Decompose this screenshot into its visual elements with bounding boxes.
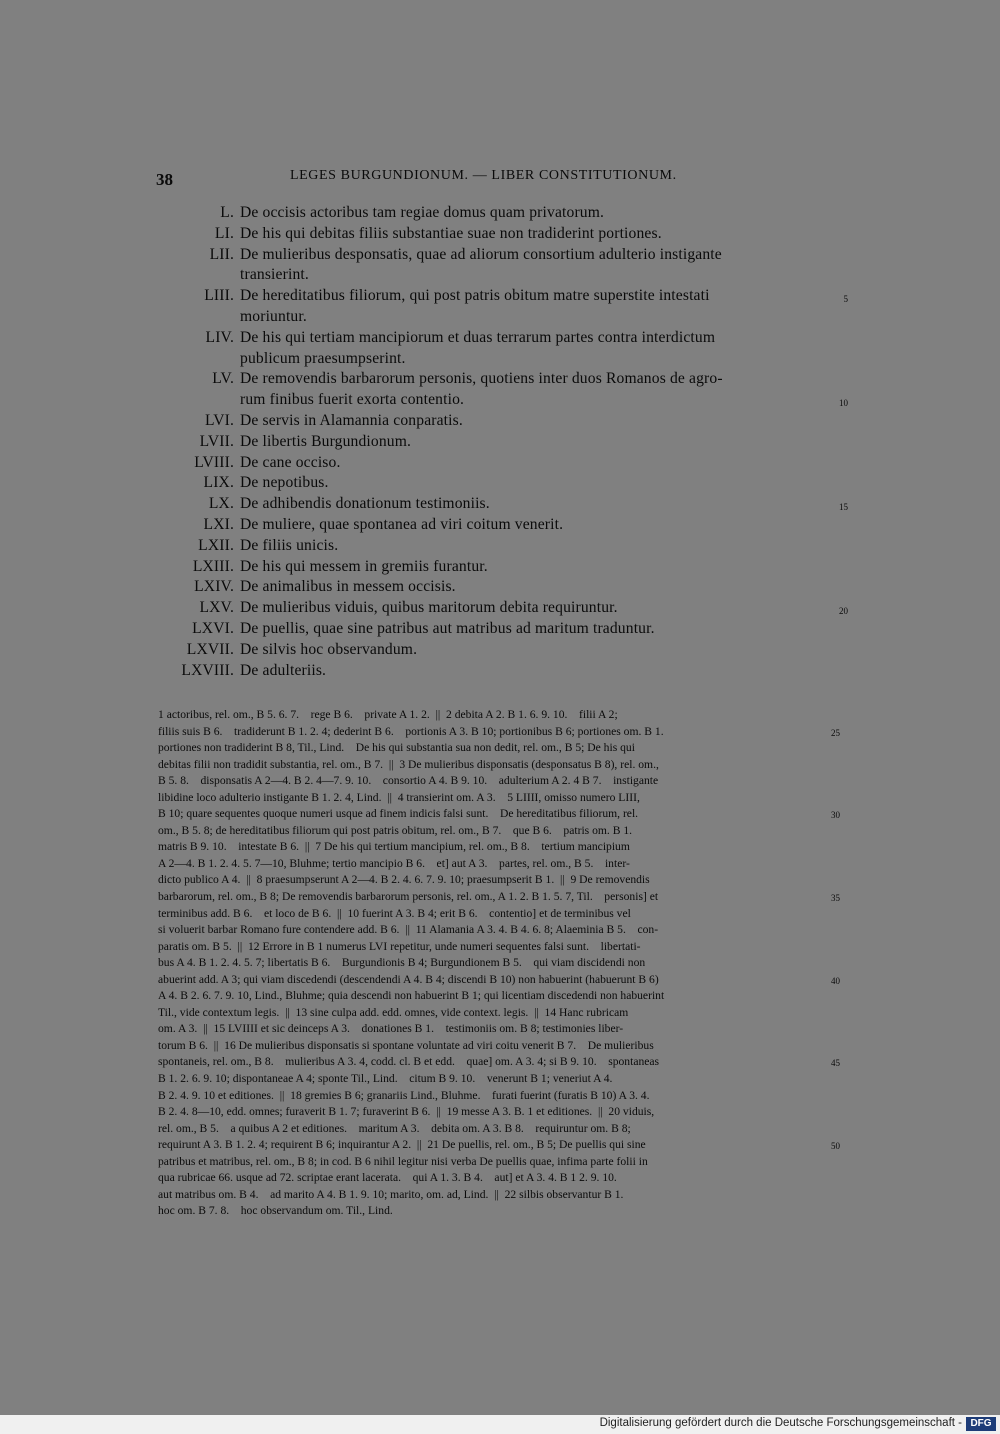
toc-entry-line-text: De filiis unicis. — [240, 536, 339, 554]
toc-entry-line — [240, 536, 820, 557]
apparatus-line-text: dicto publico A 4. || 8 praesumpserunt A 2—4. B 2. 4. 6. 7. 9. 10; praesumpserit B 1. || 9 De removendis — [158, 873, 650, 887]
apparatus-line — [158, 1088, 824, 1105]
toc-entry-line-text: rum finibus fuerit exorta contentio. — [240, 391, 465, 409]
toc-entry-title — [234, 453, 820, 474]
apparatus-line-text: om., B 5. 8; de hereditatibus filiorum qui post patris obitum, rel. om., B 7. que B 6. patris om. B 1. — [158, 823, 633, 837]
line-number-marker: 5 — [843, 294, 848, 305]
apparatus-line-text: B 1. 2. 6. 9. 10; dispontaneae A 4; sponte Til., Lind. citum B 9. 10. venerunt B 1; veneriut A 4. — [158, 1072, 613, 1086]
apparatus-line — [158, 972, 840, 989]
apparatus-line-text: libidine loco adulterio instigante B 1. 2. 4, Lind. || 4 transierint om. A 3. 5 LIIII, omisso numero LIII, — [158, 790, 640, 804]
toc-entry-line — [240, 411, 820, 432]
toc-entry-line — [240, 390, 848, 411]
toc-entry-line-text: De adulteriis. — [240, 661, 327, 679]
toc-entry-line-text: publicum praesumpserint. — [240, 349, 406, 367]
apparatus-line — [158, 872, 824, 889]
toc-entry-number: LIV. — [205, 328, 234, 346]
toc-entry — [150, 536, 840, 557]
toc-entry-line — [240, 640, 820, 661]
toc-entry-number: LI. — [214, 224, 234, 242]
toc-entry-title — [234, 536, 820, 557]
toc-entry — [150, 619, 840, 640]
apparatus-line-text: B 10; quare sequentes quoque numeri usque ad finem indicis falsi sunt. De hereditatibus filiorum, rel. — [158, 807, 639, 821]
toc-entry-title — [234, 245, 820, 287]
apparatus-line-text: B 5. 8. disponsatis A 2—4. B 2. 4—7. 9. 10. consortio A 4. B 9. 10. adulterium A 2. 4 B 7. instigante — [158, 774, 659, 788]
toc-entry-number: LXVI. — [192, 619, 234, 637]
apparatus-line — [158, 988, 824, 1005]
toc-entry-line — [240, 224, 820, 245]
line-number-marker: 50 — [831, 1141, 840, 1152]
toc-entry — [150, 328, 840, 370]
apparatus-line — [158, 1054, 840, 1071]
apparatus-line — [158, 740, 824, 757]
toc-entry-line-text: De hereditatibus filiorum, qui post patris obitum matre superstite intestati — [240, 287, 710, 305]
toc-entry-line — [240, 557, 820, 578]
toc-entry — [150, 203, 840, 224]
toc-entry-title — [234, 619, 820, 640]
apparatus-line-text: portiones non tradiderint B 8, Til., Lind. De his qui substantia sua non dedit, rel. om., B 5; De his qui — [158, 741, 635, 755]
toc-entry — [150, 661, 840, 682]
toc-entry-number: LX. — [208, 495, 234, 513]
toc-entry-title — [234, 286, 848, 328]
apparatus-line-text: abuerint add. A 3; qui viam discedendi (descendendi A 4. B 4; discendi B 10) non habuerint (habuerunt B 6) — [158, 972, 659, 986]
toc-entry-line-text: De animalibus in messem occisis. — [240, 578, 456, 596]
apparatus-line-text: hoc om. B 7. 8. hoc observandum om. Til., Lind. — [158, 1204, 393, 1218]
toc-entry-line-text: De servis in Alamannia conparatis. — [240, 411, 463, 429]
table-of-contents — [150, 203, 848, 681]
toc-entry-number: L. — [220, 204, 234, 221]
apparatus-line-text: debitas filii non tradidit substantia, rel. om., B 7. || 3 De mulieribus disponsatis (desponsatus B 8), rel. om., — [158, 757, 659, 771]
apparatus-line-text: om. A 3. || 15 LVIIII et sic deinceps A 3. donationes B 1. testimoniis om. B 8; testimonies liber- — [158, 1022, 624, 1036]
line-number-marker: 45 — [831, 1058, 840, 1069]
toc-entry — [150, 245, 840, 287]
toc-entry-line — [240, 265, 820, 286]
toc-entry-line — [240, 307, 820, 328]
apparatus-line — [158, 839, 824, 856]
toc-entry-number: LVIII. — [194, 453, 234, 471]
toc-entry-title — [234, 577, 820, 598]
toc-entry-title — [234, 661, 820, 682]
toc-entry-line-text: moriuntur. — [240, 307, 307, 325]
toc-entry — [150, 224, 840, 245]
toc-entry-line-text: De cane occiso. — [240, 453, 341, 471]
toc-entry-line — [240, 286, 848, 307]
toc-entry-line — [240, 494, 848, 515]
toc-entry-line — [240, 619, 820, 640]
toc-entry-number: LXV. — [199, 599, 234, 617]
apparatus-line — [158, 856, 824, 873]
apparatus-line — [158, 922, 824, 939]
running-head: LEGES BURGUNDIONUM. — LIBER CONSTITUTIONUM. — [290, 168, 677, 183]
apparatus-line-text: terminibus add. B 6. et loco de B 6. || 10 fuerint A 3. B 4; erit B 6. contentio] et de terminibus vel — [158, 906, 631, 920]
toc-entry-title — [234, 411, 820, 432]
toc-entry-line — [240, 203, 820, 224]
toc-entry-line-text: De his qui messem in gremiis furantur. — [240, 557, 488, 575]
apparatus-line — [158, 939, 824, 956]
apparatus-line-text: qua rubricae 66. usque ad 72. scriptae erant lacerata. qui A 1. 3. B 4. aut] et A 3. 4. B 1 2. 9. 10. — [158, 1171, 617, 1185]
line-number-marker: 35 — [831, 893, 840, 904]
apparatus-line — [158, 1005, 824, 1022]
apparatus-line — [158, 806, 840, 823]
apparatus-line-text: filiis suis B 6. tradiderunt B 1. 2. 4; dederint B 6. portionis A 3. B 10; portionibus B 6; portiones om. B 1. — [158, 724, 664, 738]
toc-entry-line — [240, 473, 820, 494]
toc-entry-line-text: De mulieribus viduis, quibus maritorum debita requiruntur. — [240, 599, 618, 617]
apparatus-line — [158, 1071, 824, 1088]
toc-entry-line-text: De puellis, quae sine patribus aut matribus ad maritum traduntur. — [240, 619, 655, 637]
page-number: 38 — [156, 170, 173, 189]
apparatus-line — [158, 955, 824, 972]
apparatus-line — [158, 1154, 824, 1171]
apparatus-line — [158, 1038, 824, 1055]
apparatus-line-text: 1 actoribus, rel. om., B 5. 6. 7. rege B 6. private A 1. 2. || 2 debita A 2. B 1. 6. 9. 10. filii A 2; — [158, 708, 618, 721]
toc-entry-line — [240, 577, 820, 598]
line-number-marker: 20 — [839, 606, 848, 617]
toc-entry-number: LXII. — [198, 536, 234, 554]
toc-entry-line — [240, 245, 820, 266]
toc-entry-line — [240, 369, 820, 390]
dfg-logo: DFG — [966, 1417, 996, 1431]
apparatus-line-text: barbarorum, rel. om., B 8; De removendis barbarorum personis, rel. om., A 1. 2. B 1. 5. 7, Til. personis] et — [158, 890, 659, 904]
apparatus-line-text: matris B 9. 10. intestate B 6. || 7 De his qui tertium mancipium, rel. om., B 8. tertium mancipium — [158, 840, 630, 854]
toc-entry-line-text: transierint. — [240, 266, 309, 284]
line-number-marker: 10 — [839, 398, 848, 409]
toc-entry-line-text: De mulieribus desponsatis, quae ad aliorum consortium adulterio instigante — [240, 245, 722, 263]
toc-entry — [150, 432, 840, 453]
apparatus-line — [158, 790, 824, 807]
toc-entry-line — [240, 328, 820, 349]
toc-entry-line — [240, 515, 820, 536]
toc-entry-title — [234, 328, 820, 370]
toc-entry-line-text: De adhibendis donationum testimoniis. — [240, 495, 490, 513]
apparatus-line — [158, 1121, 824, 1138]
apparatus-line-text: paratis om. B 5. || 12 Errore in B 1 numerus LVI repetitur, unde numeri sequentes falsi sunt. libertati- — [158, 939, 641, 953]
toc-entry-line-text: De nepotibus. — [240, 474, 329, 492]
critical-apparatus — [158, 707, 840, 1220]
apparatus-line-text: rel. om., B 5. a quibus A 2 et editiones. maritum A 3. debita om. A 3. B 8. requiruntur om. B 8; — [158, 1121, 631, 1135]
toc-entry-number: LXI. — [203, 515, 234, 533]
apparatus-line-text: patribus et matribus, rel. om., B 8; in cod. B 6 nihil legitur nisi verba De puellis quae, infima parte folii in — [158, 1154, 648, 1168]
apparatus-line — [158, 1170, 824, 1187]
toc-entry — [150, 473, 840, 494]
toc-entry-line — [240, 432, 820, 453]
apparatus-line — [158, 1187, 824, 1204]
toc-entry-line-text: De silvis hoc observandum. — [240, 640, 418, 658]
apparatus-line — [158, 889, 840, 906]
toc-entry-title — [234, 640, 820, 661]
apparatus-line — [158, 773, 824, 790]
apparatus-line — [158, 1104, 824, 1121]
apparatus-line — [158, 823, 824, 840]
apparatus-line — [158, 1021, 824, 1038]
apparatus-line-text: B 2. 4. 8—10, edd. omnes; furaverit B 1. 7; furaverint B 6. || 19 messe A 3. B. 1 et editiones. || 20 viduis, — [158, 1105, 655, 1119]
toc-entry — [150, 640, 840, 661]
toc-entry-line-text: De his qui tertiam mancipiorum et duas terrarum partes contra interdictum — [240, 328, 716, 346]
toc-entry-number: LV. — [212, 370, 234, 388]
apparatus-line-text: bus A 4. B 1. 2. 4. 5. 7; libertatis B 6. Burgundionis B 4; Burgundionem B 5. qui viam discidendi non — [158, 956, 646, 970]
toc-entry-line — [240, 598, 848, 619]
toc-entry-line-text: De his qui debitas filiis substantiae suae non tradiderint portiones. — [240, 224, 662, 242]
toc-entry — [150, 577, 840, 598]
toc-entry-title — [234, 473, 820, 494]
toc-entry-number: LIX. — [203, 474, 234, 492]
toc-entry — [150, 494, 848, 515]
toc-entry-line-text: De occisis actoribus tam regiae domus quam privatorum. — [240, 204, 605, 221]
toc-entry-title — [234, 432, 820, 453]
apparatus-line-text: torum B 6. || 16 De mulieribus disponsatis si spontane voluntate ad viri coitu venerit B 7. De mulieribus — [158, 1038, 654, 1052]
toc-entry — [150, 411, 840, 432]
toc-entry-number: LIII. — [204, 287, 234, 305]
toc-entry-line-text: De libertis Burgundionum. — [240, 432, 412, 450]
apparatus-line-text: requirunt A 3. B 1. 2. 4; requirent B 6; inquirantur A 2. || 21 De puellis, rel. om., B 5; De puellis qui sine — [158, 1138, 646, 1152]
apparatus-line-text: A 2—4. B 1. 2. 4. 5. 7—10, Bluhme; tertio mancipio B 6. et] aut A 3. partes, rel. om., B 5. inter- — [158, 856, 630, 870]
toc-entry-line-text: De removendis barbarorum personis, quotiens inter duos Romanos de agro- — [240, 370, 723, 388]
toc-entry — [150, 453, 840, 474]
apparatus-line-text: spontaneis, rel. om., B 8. mulieribus A 3. 4, codd. cl. B et edd. quae] om. A 3. 4; si B 9. 10. spontaneas — [158, 1055, 660, 1069]
toc-entry-title — [234, 515, 820, 536]
apparatus-line-text: aut matribus om. B 4. ad marito A 4. B 1. 9. 10; marito, om. ad, Lind. || 22 silbis observantur B 1. — [158, 1187, 624, 1201]
toc-entry-number: LII. — [209, 245, 234, 263]
toc-entry-title — [234, 203, 820, 224]
apparatus-line — [158, 724, 840, 741]
toc-entry-title — [234, 494, 848, 515]
apparatus-line — [158, 1203, 824, 1220]
apparatus-line-text: A 4. B 2. 6. 7. 9. 10, Lind., Bluhme; quia descendi non habuerint B 1; qui licentiam discedendi non habuerint — [158, 989, 665, 1003]
line-number-marker: 25 — [831, 727, 840, 738]
toc-entry-title — [234, 369, 848, 411]
toc-entry-line — [240, 453, 820, 474]
toc-entry-number: LXVIII. — [181, 661, 234, 679]
toc-entry — [150, 286, 848, 328]
toc-entry — [150, 598, 848, 619]
line-number-marker: 30 — [831, 810, 840, 821]
toc-entry-line-text: De muliere, quae spontanea ad viri coitum venerit. — [240, 515, 564, 533]
toc-entry-number: LXIV. — [194, 578, 234, 596]
toc-entry-line — [240, 349, 820, 370]
toc-entry-title — [234, 224, 820, 245]
apparatus-line — [158, 1137, 840, 1154]
toc-entry — [150, 557, 840, 578]
apparatus-line — [158, 707, 824, 724]
footer-bar — [0, 1415, 1000, 1434]
apparatus-line-text: B 2. 4. 9. 10 et editiones. || 18 gremies B 6; granariis Lind., Bluhme. furati fuerint (furatis B 10) A 3. 4. — [158, 1088, 650, 1102]
toc-entry-number: LXVII. — [186, 640, 234, 658]
toc-entry-number: LVI. — [204, 411, 234, 429]
apparatus-line-text: si voluerit barbar Romano fure contendere add. B 6. || 11 Alamania A 3. 4. B 4. 6. 8; Alaeminia B 5. con- — [158, 923, 659, 937]
footer-credit: Digitalisierung gefördert durch die Deutsche Forschungsgemeinschaft - — [599, 1417, 962, 1429]
line-number-marker: 40 — [831, 975, 840, 986]
toc-entry-title — [234, 598, 848, 619]
toc-entry — [150, 369, 848, 411]
toc-entry-line — [240, 661, 820, 682]
toc-entry — [150, 515, 840, 536]
apparatus-line-text: Til., vide contextum legis. || 13 sine culpa add. edd. omnes, vide context. legis. || 14 Hanc rubricam — [158, 1005, 629, 1019]
toc-entry-title — [234, 557, 820, 578]
line-number-marker: 15 — [839, 502, 848, 513]
apparatus-line — [158, 906, 824, 923]
toc-entry-number: LXIII. — [192, 557, 234, 575]
apparatus-line — [158, 757, 824, 774]
toc-entry-number: LVII. — [199, 432, 234, 450]
